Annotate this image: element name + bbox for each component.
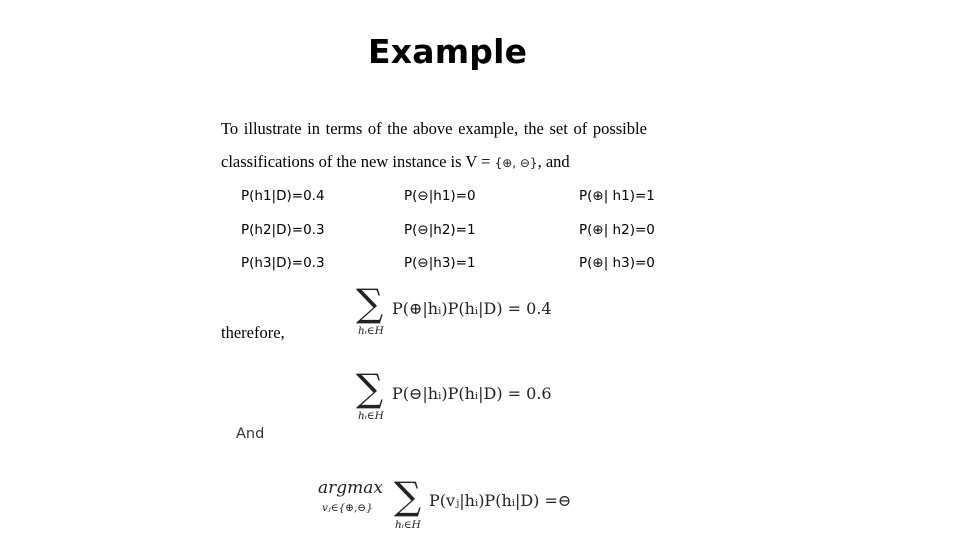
argmax-subscript: vⱼ∈{⊕,⊖} (322, 502, 373, 514)
argmax-operator: argmax (318, 478, 383, 498)
prob-plus-given-h2: P(⊕| h2)=0 (579, 222, 655, 238)
intro-line-2 (221, 152, 570, 172)
sum-subscript: hᵢ∈H (358, 410, 384, 422)
prob-minus-given-h2: P(⊖|h2)=1 (404, 222, 476, 238)
equation-rhs: = 0.4 (507, 299, 552, 318)
intro-line-1: To illustrate in terms of the above example, the set of possible (221, 119, 647, 138)
therefore-label: therefore, (221, 323, 285, 342)
equation-body (392, 384, 552, 403)
prob-h2-given-d: P(h2|D)=0.3 (241, 222, 325, 238)
prob-minus-given-h3: P(⊖|h3)=1 (404, 255, 476, 271)
equation-rhs: = 0.6 (507, 384, 552, 403)
slide-title: Example (368, 32, 528, 71)
intro-line-2-prefix: classifications of the new instance is V = (221, 152, 495, 171)
sum-subscript: hᵢ∈H (358, 325, 384, 337)
prob-minus-given-h1: P(⊖|h1)=0 (404, 188, 476, 204)
prob-plus-given-h3: P(⊕| h3)=0 (579, 255, 655, 271)
prob-h1-given-d: P(h1|D)=0.4 (241, 188, 325, 204)
equation-lhs: P(⊖|hᵢ)P(hᵢ|D) (392, 384, 503, 403)
sigma-symbol: ∑ (356, 281, 384, 325)
sigma-symbol: ∑ (394, 474, 422, 518)
equation-lhs: P(⊕|hᵢ)P(hᵢ|D) (392, 299, 503, 318)
prob-plus-given-h1: P(⊕| h1)=1 (579, 188, 655, 204)
sum-subscript: hᵢ∈H (395, 519, 421, 531)
equation-rhs: =⊖ (544, 491, 572, 510)
set-v: {⊕, ⊖} (494, 156, 538, 170)
equation-body (392, 299, 552, 318)
and-label: And (236, 426, 265, 442)
sigma-symbol: ∑ (356, 366, 384, 410)
prob-h3-given-d: P(h3|D)=0.3 (241, 255, 325, 271)
equation-lhs: P(vⱼ|hᵢ)P(hᵢ|D) (429, 491, 540, 510)
intro-line-2-suffix: , and (537, 152, 570, 171)
equation-body (429, 491, 571, 510)
